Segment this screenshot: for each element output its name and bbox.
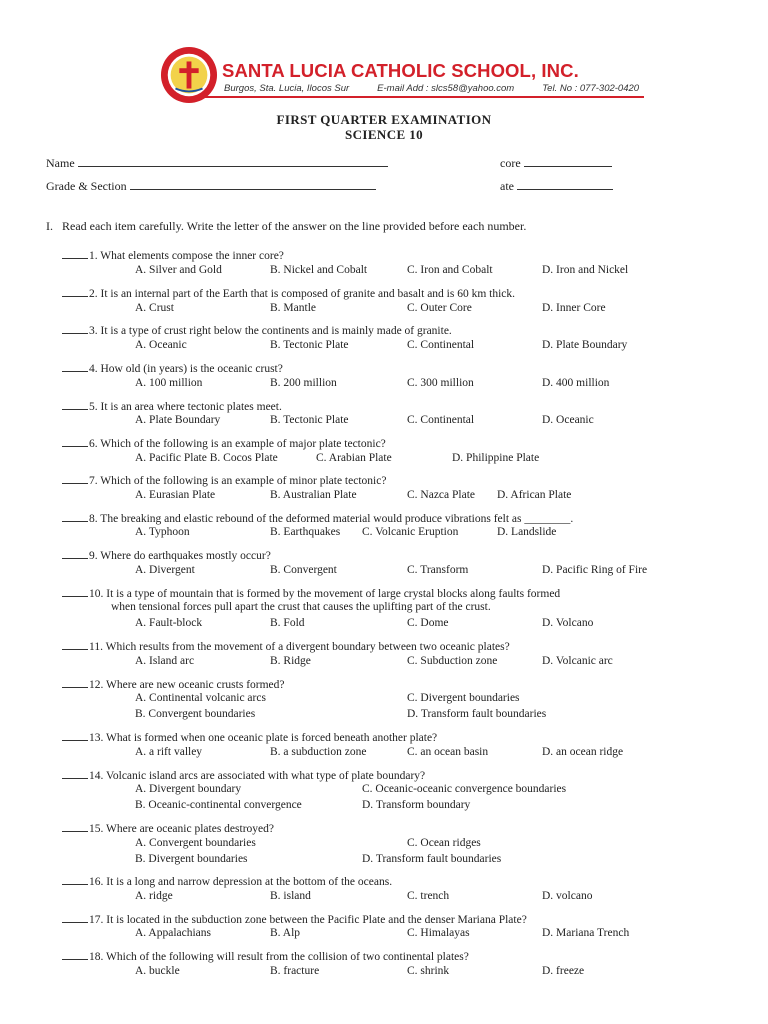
answer-blank-7[interactable] [62, 473, 88, 484]
answer-blank-14[interactable] [62, 768, 88, 779]
question-text: Where are new oceanic crusts formed? [106, 679, 285, 691]
question-text: It is a type of crust right below the continents and is mainly made of granite. [100, 325, 452, 337]
question-16 [62, 874, 392, 888]
option: B. Tectonic Plate [270, 339, 349, 351]
option: C. Arabian Plate [316, 452, 392, 464]
question-14 [62, 768, 425, 782]
option: C. 300 million [407, 377, 474, 389]
question-17 [62, 912, 527, 926]
option: B. Tectonic Plate [270, 414, 349, 426]
question-number: 4. [89, 363, 98, 375]
answer-blank-11[interactable] [62, 639, 88, 650]
question-1 [62, 248, 284, 262]
option: C. trench [407, 890, 450, 902]
option: B. Convergent [270, 564, 337, 576]
question-number: 8. [89, 513, 98, 525]
name-line[interactable] [78, 156, 388, 167]
exam-title: FIRST QUARTER EXAMINATION [276, 112, 492, 127]
question-number: 11. [89, 641, 103, 653]
option: A. 100 million [135, 377, 203, 389]
option: D. Oceanic [542, 414, 594, 426]
question-10 [62, 586, 560, 600]
option: D. Mariana Trench [542, 927, 630, 939]
school-contact-info [224, 83, 667, 94]
option: A. Divergent [135, 564, 195, 576]
question-text: Which results from the movement of a divergent boundary between two oceanic plates? [105, 641, 510, 653]
instructions [46, 219, 526, 234]
question-text: It is an internal part of the Earth that is composed of granite and basalt and is 60 km thick. [100, 288, 516, 300]
option: D. Transform boundary [362, 799, 471, 811]
option: A. Convergent boundaries [135, 837, 256, 849]
question-15 [62, 821, 274, 835]
option: D. Pacific Ring of Fire [542, 564, 648, 576]
option: D. African Plate [497, 489, 572, 501]
question-number: 2. [89, 288, 98, 300]
question-number: 10. [89, 588, 104, 600]
option: A. Typhoon [135, 526, 190, 538]
question-5 [62, 399, 282, 413]
option: D. Volcano [542, 617, 594, 629]
grade-section-label: Grade & Section [46, 179, 127, 193]
exam-subject: SCIENCE 10 [344, 127, 424, 142]
question-11 [62, 639, 510, 653]
option: B. fracture [270, 965, 320, 977]
option: B. island [270, 890, 311, 902]
answer-blank-17[interactable] [62, 912, 88, 923]
school-email: E-mail Add : slcs58@yahoo.com [377, 83, 515, 94]
score-line[interactable] [524, 156, 612, 167]
question-7 [62, 473, 386, 487]
option: B. Oceanic-continental convergence [135, 799, 302, 811]
answer-blank-18[interactable] [62, 949, 88, 960]
answer-blank-13[interactable] [62, 730, 88, 741]
question-6 [62, 436, 386, 450]
option: C. Iron and Cobalt [407, 264, 493, 276]
option: A. Plate Boundary [135, 414, 221, 426]
question-number: 17. [89, 914, 104, 926]
option: C. an ocean basin [407, 746, 489, 758]
option: D. volcano [542, 890, 593, 902]
question-number: 9. [89, 550, 98, 562]
question-text: It is a long and narrow depression at the bottom of the oceans. [106, 876, 393, 888]
question-text: Where do earthquakes mostly occur? [100, 550, 271, 562]
question-number: 7. [89, 475, 98, 487]
name-label: Name [46, 156, 75, 170]
option: B. Earthquakes [270, 526, 341, 538]
answer-blank-3[interactable] [62, 323, 88, 334]
question-text: Where are oceanic plates destroyed? [106, 823, 274, 835]
option: C. Himalayas [407, 927, 470, 939]
answer-blank-6[interactable] [62, 436, 88, 447]
score-label: core [500, 156, 521, 170]
question-number: 18. [89, 951, 104, 963]
question-number: 6. [89, 438, 98, 450]
school-name: SANTA LUCIA CATHOLIC SCHOOL, INC. [222, 60, 579, 81]
question-4 [62, 361, 283, 375]
instructions-number: I. [46, 219, 53, 233]
option: B. Divergent boundaries [135, 853, 248, 865]
answer-blank-10[interactable] [62, 586, 88, 597]
option: A. Fault-block [135, 617, 203, 629]
school-telephone: Tel. No : 077-302-0420 [542, 83, 640, 94]
question-3 [62, 323, 452, 337]
option: B. Ridge [270, 655, 311, 667]
option: B. Nickel and Cobalt [270, 264, 368, 276]
letterhead-divider [196, 96, 644, 98]
date-field[interactable] [500, 179, 613, 194]
option: C. Subduction zone [407, 655, 498, 667]
option: A. buckle [135, 965, 180, 977]
grade-section-line[interactable] [130, 179, 376, 190]
option: C. Nazca Plate [407, 489, 476, 501]
question-text: Which of the following will result from the collision of two continental plates? [106, 951, 469, 963]
question-text: It is an area where tectonic plates meet. [100, 401, 282, 413]
answer-blank-5[interactable] [62, 399, 88, 410]
question-text: It is a type of mountain that is formed by the movement of large crystal blocks along faults formed [106, 588, 561, 600]
question-9 [62, 548, 271, 562]
question-text: Which of the following is an example of major plate tectonic? [100, 438, 386, 450]
answer-blank-4[interactable] [62, 361, 88, 372]
option: D. Landslide [497, 526, 557, 538]
question-number: 16. [89, 876, 104, 888]
score-field[interactable] [500, 156, 612, 171]
school-address: Burgos, Sta. Lucia, Ilocos Sur [224, 83, 350, 94]
question-number: 14. [89, 770, 104, 782]
question-number: 3. [89, 325, 98, 337]
date-label: ate [500, 179, 514, 193]
option: B. Alp [270, 927, 301, 939]
option: C. Oceanic-oceanic convergence boundaries [362, 783, 567, 795]
instructions-text: Read each item carefully. Write the letter of the answer on the line provided before each number. [62, 219, 527, 233]
option: C. Continental [407, 414, 475, 426]
option: C. Transform [407, 564, 469, 576]
option: A. Silver and Gold [135, 264, 222, 276]
question-text: Volcanic island arcs are associated with what type of plate boundary? [106, 770, 426, 782]
question-number: 15. [89, 823, 104, 835]
question-13 [62, 730, 437, 744]
question-number: 12. [89, 679, 104, 691]
option: C. Outer Core [407, 302, 472, 314]
question-text: What elements compose the inner core? [100, 250, 284, 262]
question-2 [62, 286, 515, 300]
option: D. Plate Boundary [542, 339, 628, 351]
option: A. Pacific Plate B. Cocos Plate [135, 452, 278, 464]
option: A. Eurasian Plate [135, 489, 216, 501]
option: B. Mantle [270, 302, 316, 314]
option: A. Appalachians [135, 927, 212, 939]
option: A. Island arc [135, 655, 195, 667]
answer-blank-12[interactable] [62, 677, 88, 688]
question-8 [62, 511, 573, 525]
option: B. Fold [270, 617, 305, 629]
option: D. Transform fault boundaries [407, 708, 547, 720]
option: B. a subduction zone [270, 746, 367, 758]
option: D. Inner Core [542, 302, 606, 314]
option: A. Oceanic [135, 339, 187, 351]
question-text: Which of the following is an example of minor plate tectonic? [100, 475, 387, 487]
question-text: How old (in years) is the oceanic crust? [100, 363, 283, 375]
question-text: It is located in the subduction zone between the Pacific Plate and the denser Mariana Plate? [106, 914, 527, 926]
option: C. Continental [407, 339, 475, 351]
question-12 [62, 677, 285, 691]
option: B. Convergent boundaries [135, 708, 256, 720]
answer-blank-8[interactable] [62, 511, 88, 522]
option: A. Crust [135, 302, 174, 314]
answer-blank-2[interactable] [62, 286, 88, 297]
option: C. Dome [407, 617, 449, 629]
question-number: 1. [89, 250, 98, 262]
question-number: 5. [89, 401, 98, 413]
option: D. freeze [542, 965, 585, 977]
question-number: 13. [89, 732, 104, 744]
grade-section-field[interactable] [46, 179, 376, 194]
option: C. Ocean ridges [407, 837, 481, 849]
option: C. Divergent boundaries [407, 692, 520, 704]
option: D. an ocean ridge [542, 746, 624, 758]
answer-blank-9[interactable] [62, 548, 88, 559]
option: A. Continental volcanic arcs [135, 692, 266, 704]
option: A. a rift valley [135, 746, 203, 758]
option: D. Transform fault boundaries [362, 853, 502, 865]
option: A. ridge [135, 890, 173, 902]
question-18 [62, 949, 469, 963]
question-text-continued: when tensional forces pull apart the crust that causes the uplifting part of the crust. [111, 601, 491, 613]
option: C. shrink [407, 965, 450, 977]
option: C. Volcanic Eruption [362, 526, 459, 538]
option: D. Philippine Plate [452, 452, 540, 464]
option: B. Australian Plate [270, 489, 357, 501]
option: D. Iron and Nickel [542, 264, 629, 276]
answer-blank-16[interactable] [62, 874, 88, 885]
date-line[interactable] [517, 179, 613, 190]
answer-blank-15[interactable] [62, 821, 88, 832]
answer-blank-1[interactable] [62, 248, 88, 259]
option: D. 400 million [542, 377, 610, 389]
question-text: What is formed when one oceanic plate is forced beneath another plate? [106, 732, 438, 744]
option: D. Volcanic arc [542, 655, 613, 667]
name-field[interactable] [46, 156, 388, 171]
option: B. 200 million [270, 377, 337, 389]
option: A. Divergent boundary [135, 783, 242, 795]
question-text: The breaking and elastic rebound of the deformed material would produce vibrations felt as ________. [100, 513, 574, 525]
